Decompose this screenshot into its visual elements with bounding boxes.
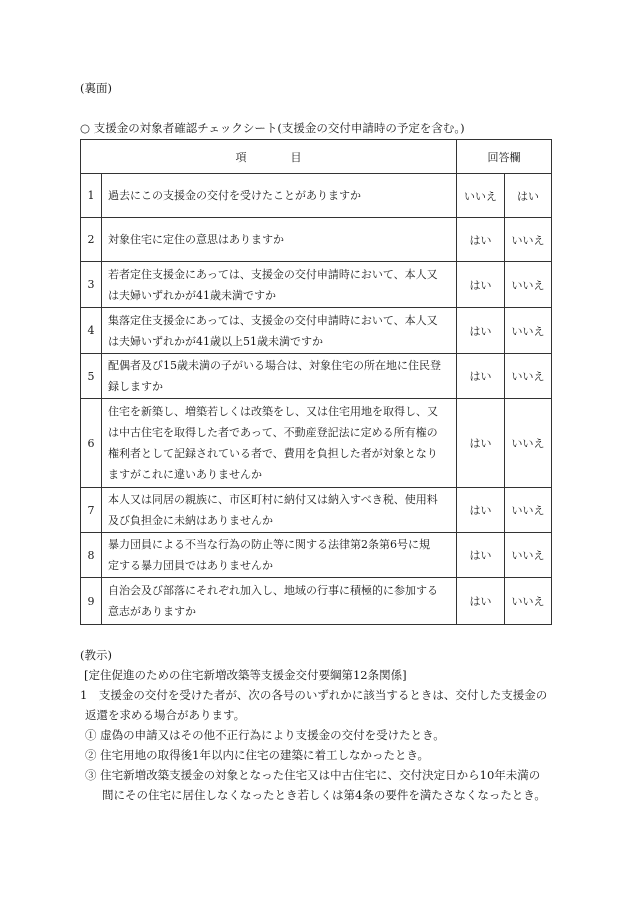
question-line: 録しますか	[108, 380, 163, 393]
row-number: 5	[81, 354, 102, 399]
answer-option-1[interactable]: はい	[457, 578, 505, 625]
notes-sub-2: ② 住宅用地の取得後1年以内に住宅の建築に着工しなかったとき。	[85, 748, 430, 762]
answer-option-1[interactable]: はい	[457, 488, 505, 533]
question-line: 権利者として記録されている者で、費用を負担した者が対象となり	[108, 447, 438, 460]
row-question	[102, 174, 457, 218]
table-row	[81, 533, 552, 578]
row-number: 7	[81, 488, 102, 533]
row-question	[102, 488, 457, 533]
answer-option-2[interactable]: はい	[505, 174, 552, 218]
answer-option-1[interactable]: はい	[457, 262, 505, 308]
checklist-table	[80, 139, 552, 625]
row-number: 8	[81, 533, 102, 578]
notes-sub-1: ① 虚偽の申請又はその他不正行為により支援金の交付を受けたとき。	[85, 728, 445, 742]
table-header-row	[81, 140, 552, 174]
header-item: 項 目	[81, 140, 457, 174]
question-line: ますがこれに違いありませんか	[108, 468, 262, 481]
answer-option-1[interactable]: はい	[457, 399, 505, 488]
row-number: 9	[81, 578, 102, 625]
question-line: 意志がありますか	[108, 605, 196, 618]
answer-option-1[interactable]: はい	[457, 354, 505, 399]
row-question	[102, 533, 457, 578]
row-number: 1	[81, 174, 102, 218]
question-line: 定する暴力団員ではありませんか	[108, 559, 273, 572]
row-number: 3	[81, 262, 102, 308]
notes-sub-3-line-2: 間にその住宅に居住しなくなったとき若しくは第4条の要件を満たさなくなったとき。	[102, 788, 546, 802]
question-line: 及び負担金に未納はありませんか	[108, 514, 273, 527]
row-question	[102, 308, 457, 354]
header-answer: 回答欄	[457, 140, 552, 174]
question-line: は夫婦いずれかが41歳未満ですか	[108, 288, 276, 302]
table-row	[81, 578, 552, 625]
answer-option-2[interactable]: いいえ	[505, 354, 552, 399]
answer-option-2[interactable]: いいえ	[505, 488, 552, 533]
answer-option-2[interactable]: いいえ	[505, 262, 552, 308]
table-row	[81, 488, 552, 533]
notes-reference: [定住促進のための住宅新増改築等支援金交付要綱第12条関係]	[84, 668, 407, 682]
answer-option-1[interactable]: はい	[457, 308, 505, 354]
row-question	[102, 399, 457, 488]
table-row	[81, 262, 552, 308]
question-line: 若者定住支援金にあっては、支援金の交付申請時において、本人又	[108, 267, 438, 281]
side-label: (裏面)	[80, 81, 112, 95]
question-line: 集落定住支援金にあっては、支援金の交付申請時において、本人又	[108, 313, 438, 327]
answer-option-2[interactable]: いいえ	[505, 399, 552, 488]
row-number: 6	[81, 399, 102, 488]
question-line: 配偶者及び15歳未満の子がいる場合は、対象住宅の所在地に住民登	[108, 359, 441, 372]
sheet-title: ○ 支援金の対象者確認チェックシート(支援金の交付申請時の予定を含む。)	[80, 121, 465, 135]
table-row	[81, 399, 552, 488]
question-line: 暴力団員による不当な行為の防止等に関する法律第2条第6号に規	[108, 538, 430, 551]
row-question	[102, 262, 457, 308]
row-number: 2	[81, 218, 102, 262]
question-line: は中古住宅を取得した者であって、不動産登記法に定める所有権の	[108, 426, 438, 439]
row-number: 4	[81, 308, 102, 354]
row-question	[102, 218, 457, 262]
answer-option-2[interactable]: いいえ	[505, 308, 552, 354]
answer-option-1[interactable]: いいえ	[457, 174, 505, 218]
question-line: 住宅を新築し、増築若しくは改築をし、又は住宅用地を取得し、又	[108, 405, 438, 418]
table-row	[81, 218, 552, 262]
notes-item-1-line-2: 返還を求める場合があります。	[85, 708, 246, 722]
notes-item-1-line-1: 1 支援金の交付を受けた者が、次の各号のいずれかに該当するときは、交付した支援金の	[80, 688, 548, 702]
question-line: 本人又は同居の親族に、市区町村に納付又は納入すべき税、使用料	[108, 493, 438, 506]
row-question	[102, 578, 457, 625]
answer-option-1[interactable]: はい	[457, 218, 505, 262]
answer-option-2[interactable]: いいえ	[505, 578, 552, 625]
notes-section	[80, 645, 560, 805]
notes-sub-3-line-1: ③ 住宅新増改築支援金の対象となった住宅又は中古住宅に、交付決定日から10年未満の	[85, 768, 541, 782]
question-line: 自治会及び部落にそれぞれ加入し、地域の行事に積極的に参加する	[108, 584, 438, 597]
question-line: 過去にこの支援金の交付を受けたことがありますか	[108, 189, 361, 202]
answer-option-2[interactable]: いいえ	[505, 533, 552, 578]
answer-option-2[interactable]: いいえ	[505, 218, 552, 262]
table-row	[81, 308, 552, 354]
question-line: は夫婦いずれかが41歳以上51歳未満ですか	[108, 334, 323, 348]
table-row	[81, 354, 552, 399]
question-line: 対象住宅に定住の意思はありますか	[108, 233, 284, 246]
answer-option-1[interactable]: はい	[457, 533, 505, 578]
row-question	[102, 354, 457, 399]
notes-heading: (教示)	[80, 648, 112, 662]
table-row	[81, 174, 552, 218]
